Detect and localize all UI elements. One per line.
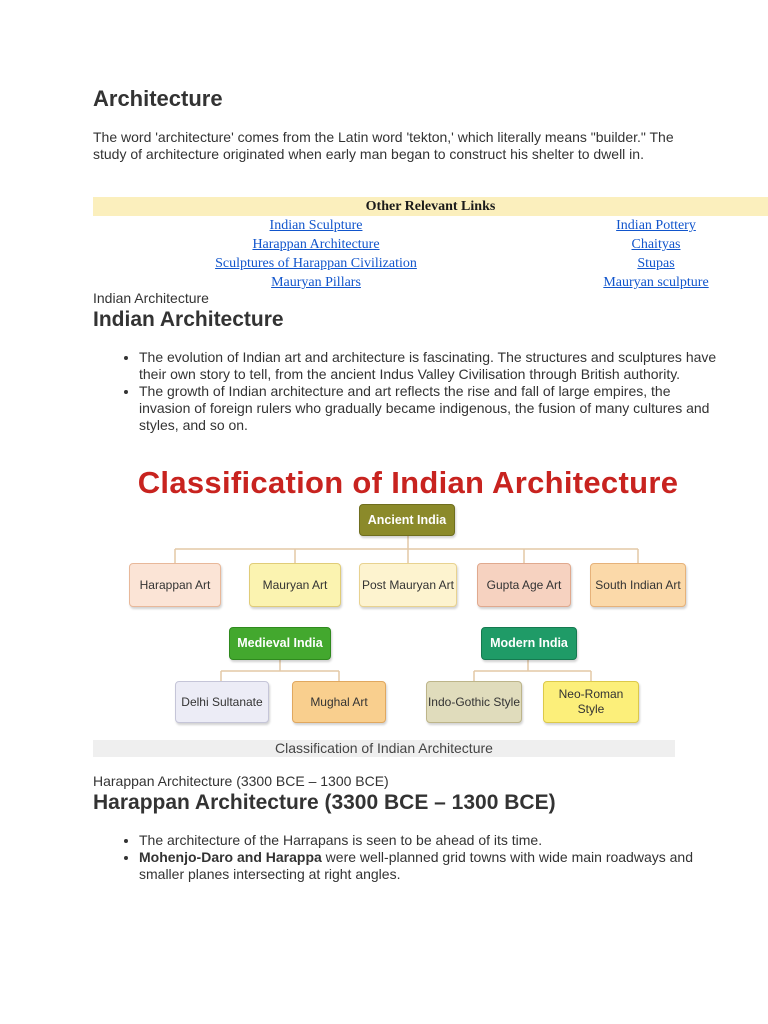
links-row: [93, 254, 768, 273]
relevant-links-heading: Other Relevant Links: [93, 197, 768, 216]
link-stupas[interactable]: Stupas: [637, 256, 675, 271]
link-harappan-architecture[interactable]: Harappan Architecture: [252, 237, 380, 252]
indian-architecture-heading: Indian Architecture: [93, 308, 284, 331]
links-row: [93, 235, 768, 254]
list-item-text: were well-planned grid towns with wide main roadways and smaller planes intersecting at right angles.: [139, 849, 693, 882]
link-mauryan-sculpture[interactable]: Mauryan sculpture: [603, 275, 709, 290]
node-harappan-art: Harappan Art: [129, 563, 221, 607]
list-item: • The architecture of the Harrapans is seen to be ahead of its time.: [139, 832, 719, 849]
harappan-architecture-label: Harappan Architecture (3300 BCE – 1300 BCE): [93, 773, 389, 789]
node-ancient-india: Ancient India: [359, 504, 455, 536]
relevant-links-table: [93, 197, 768, 292]
page-title: Architecture: [93, 86, 223, 111]
node-modern-india: Modern India: [481, 627, 577, 660]
node-delhi-sultanate: Delhi Sultanate: [175, 681, 269, 723]
indian-architecture-list: [93, 349, 719, 434]
classification-diagram: [93, 463, 681, 731]
node-mughal-art: Mughal Art: [292, 681, 386, 723]
indian-architecture-label: Indian Architecture: [93, 290, 209, 306]
node-south-indian-art: South Indian Art: [590, 563, 686, 607]
list-item: [139, 849, 719, 883]
link-chaityas[interactable]: Chaityas: [631, 237, 681, 252]
list-item: • The evolution of Indian art and architecture is fascinating. The structures and sculptures have their own story to tell, from the ancient Indus Valley Civilisation through British authority.: [139, 349, 719, 383]
link-mauryan-pillars[interactable]: Mauryan Pillars: [271, 275, 361, 290]
node-neo-roman-style: Neo-Roman Style: [543, 681, 639, 723]
diagram-title: Classification of Indian Architecture: [137, 465, 679, 500]
links-row: [93, 216, 768, 235]
link-indian-sculpture[interactable]: Indian Sculpture: [269, 218, 363, 233]
bold-text: Mohenjo-Daro and Harappa: [139, 849, 322, 865]
node-post-mauryan-art: Post Mauryan Art: [359, 563, 457, 607]
link-indian-pottery[interactable]: Indian Pottery: [616, 218, 696, 233]
harappan-architecture-heading: Harappan Architecture (3300 BCE – 1300 BCE): [93, 791, 556, 814]
list-item: • The growth of Indian architecture and art reflects the rise and fall of large empires, the invasion of foreign rulers who gradually became indigenous, the fusion of many cultures and styles, and so on.: [139, 383, 719, 434]
harappan-list: [93, 832, 719, 883]
node-mauryan-art: Mauryan Art: [249, 563, 341, 607]
intro-paragraph: The word 'architecture' comes from the Latin word 'tekton,' which literally means "builder." The study of architecture originated when early man began to construct his shelter to dwell in.: [93, 129, 674, 162]
node-medieval-india: Medieval India: [229, 627, 331, 660]
link-sculptures-harappan[interactable]: Sculptures of Harappan Civilization: [215, 256, 417, 271]
node-indo-gothic-style: Indo-Gothic Style: [426, 681, 522, 723]
node-gupta-age-art: Gupta Age Art: [477, 563, 571, 607]
diagram-caption: Classification of Indian Architecture: [93, 740, 675, 757]
